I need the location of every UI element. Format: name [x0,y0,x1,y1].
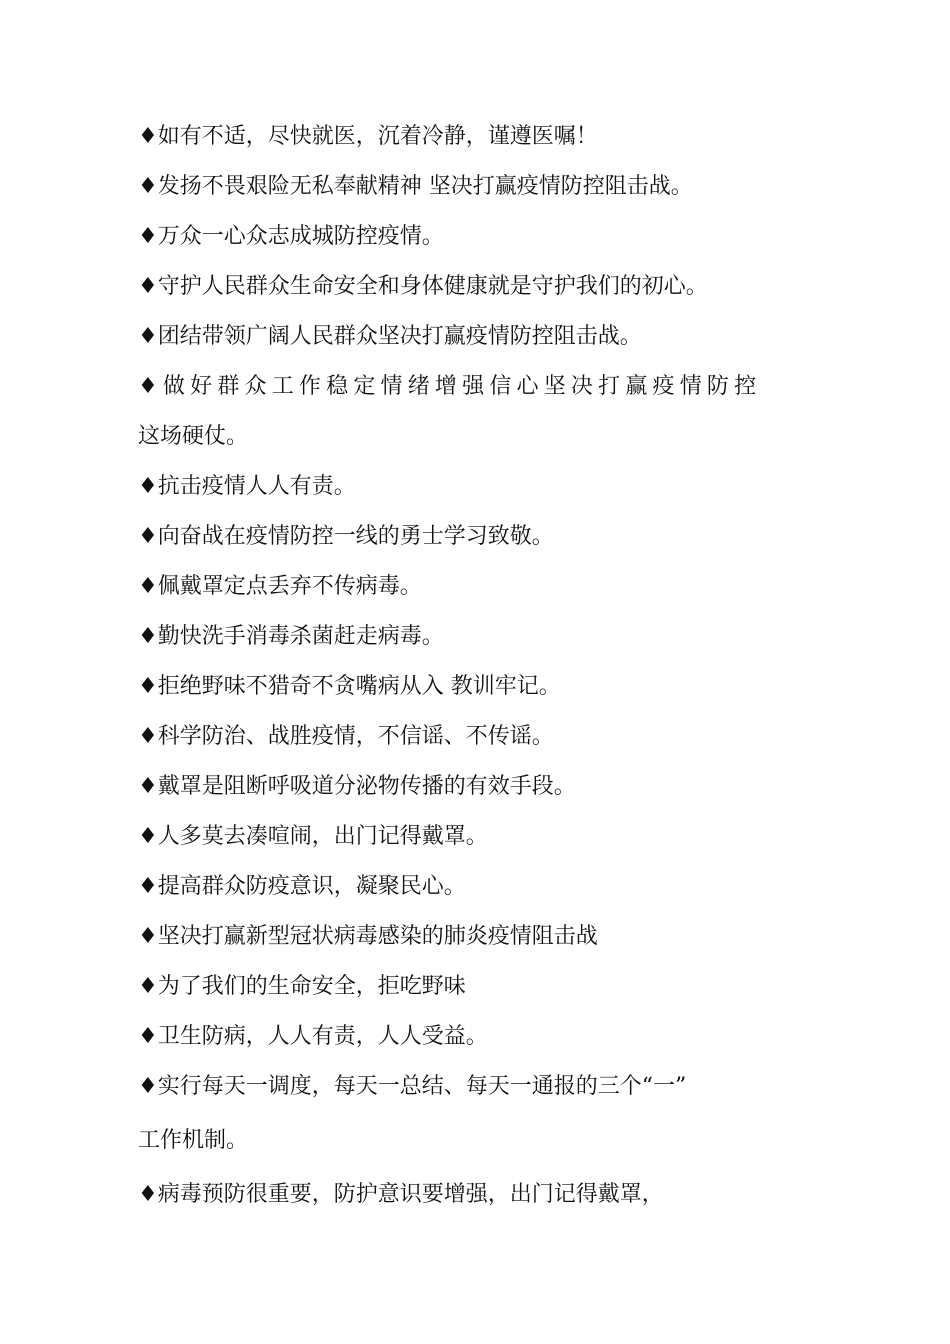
slogan-line: ♦提高群众防疫意识，凝聚民心。 [138,874,466,899]
slogan-list [138,112,830,1220]
slogan-line: ♦发扬不畏艰险无私奉献精神 坚决打赢疫情防控阻击战。 [138,174,693,199]
slogan-line: ♦佩戴罩定点丢弃不传病毒。 [138,574,422,599]
slogan-line: ♦病毒预防很重要，防护意识要增强，出门记得戴罩， [138,1182,664,1207]
slogan-line: ♦坚决打赢新型冠状病毒感染的肺炎疫情阻击战 [138,924,598,949]
slogan-line: ♦守护人民群众生命安全和身体健康就是守护我们的初心。 [138,274,708,299]
slogan-line: ♦科学防治、战胜疫情，不信谣、不传谣。 [138,724,554,749]
slogan-line: ♦如有不适，尽快就医，沉着冷静，谨遵医嘱！ [138,124,598,149]
slogan-line: ♦戴罩是阻断呼吸道分泌物传播的有效手段。 [138,774,576,799]
slogan-line: ♦做好群众工作稳定情绪增强信心坚决打赢疫情防控 [138,374,762,399]
slogan-line-continuation: 工作机制。 [138,1128,249,1153]
slogan-line: ♦拒绝野味不猎奇不贪嘴病从入 教训牢记。 [138,674,561,699]
slogan-line: ♦勤快洗手消毒杀菌赶走病毒。 [138,624,444,649]
slogan-line: ♦万众一心众志成城防控疫情。 [138,224,444,249]
slogan-line-continuation: 这场硬仗。 [138,424,249,449]
slogan-line: ♦抗击疫情人人有责。 [138,474,356,499]
slogan-line: ♦为了我们的生命安全，拒吃野味 [138,974,466,999]
slogan-line: ♦实行每天一调度，每天一总结、每天一通报的三个“一” [138,1074,687,1099]
slogan-line: ♦卫生防病，人人有责，人人受益。 [138,1024,488,1049]
slogan-line: ♦团结带领广阔人民群众坚决打赢疫情防控阻击战。 [138,324,642,349]
slogan-line: ♦人多莫去凑喧闹，出门记得戴罩。 [138,824,488,849]
slogan-line: ♦向奋战在疫情防控一线的勇士学习致敬。 [138,524,554,549]
